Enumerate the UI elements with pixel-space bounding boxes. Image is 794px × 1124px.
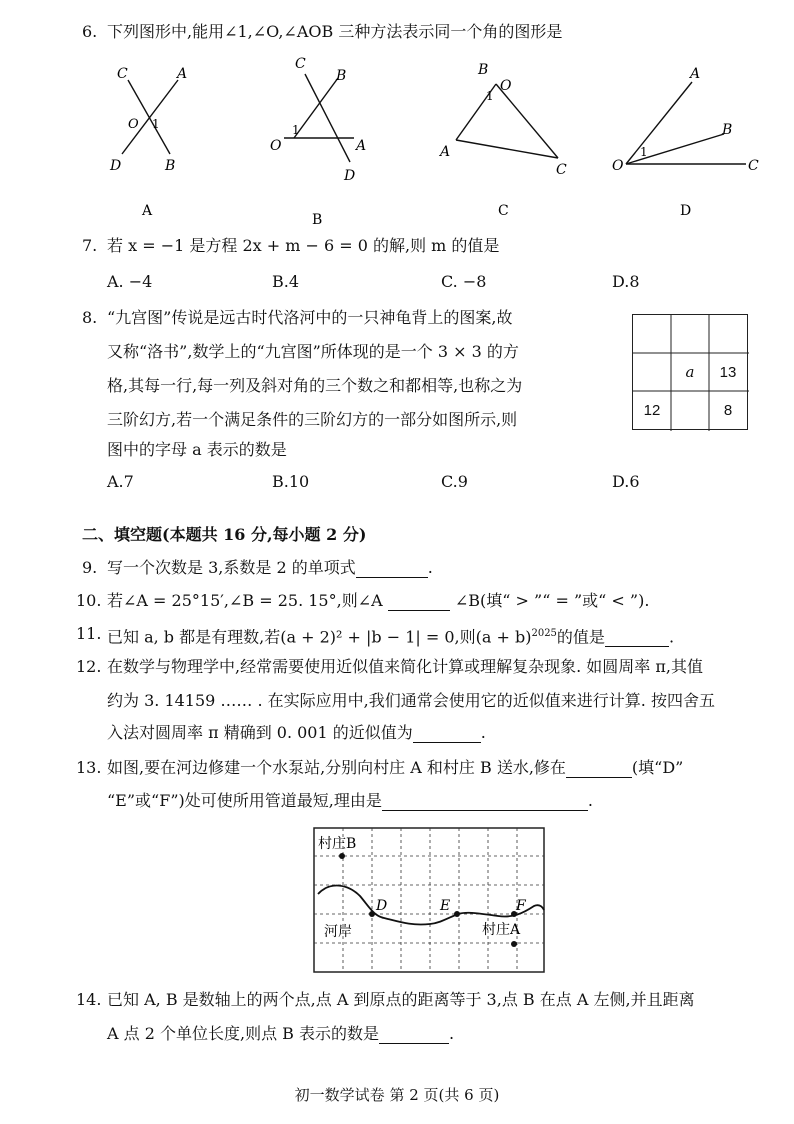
- q7-text: 若 x = −1 是方程 2x + m − 6 = 0 的解,则 m 的值是: [107, 236, 500, 255]
- q13-map: [312, 826, 548, 976]
- q8-line-4: 三阶幻方,若一个满足条件的三阶幻方的一部分如图所示,则: [107, 410, 518, 429]
- q14-line-2-wrap: [107, 1024, 454, 1044]
- q11-text: 已知 a, b 都是有理数,若(a + 2)² + |b − 1| = 0,则(a + b): [107, 627, 532, 647]
- q11-answer-blank[interactable]: [605, 630, 669, 647]
- fig-c-caption: C: [498, 203, 509, 219]
- q11-after: 的值是: [556, 627, 605, 647]
- section-2-title: 二、填空题(本题共 16 分,每小题 2 分): [82, 525, 367, 544]
- map-village-b-label: 村庄B: [318, 836, 357, 852]
- q8-line-5: 图中的字母 a 表示的数是: [107, 440, 287, 459]
- q12-line-2: 约为 3. 14159 …… . 在实际应用中,我们通常会使用它的近似值来进行计算. 按四舍五: [107, 691, 715, 710]
- magic-square: [632, 314, 748, 430]
- q12-end: .: [480, 723, 486, 742]
- fig-c-label-o: O: [500, 78, 512, 94]
- fig-a-label-o: O: [128, 117, 139, 132]
- q8-option-c: C.9: [441, 472, 468, 491]
- q8-option-d: D.6: [612, 472, 640, 491]
- q13-line-1b: (填“D”: [631, 758, 684, 777]
- q13-answer-blank-2[interactable]: [382, 794, 588, 811]
- fig-a-label-a: A: [177, 66, 188, 82]
- magic-cell: 8: [723, 401, 733, 419]
- q12-line-3-wrap: [107, 723, 486, 743]
- magic-cell: [633, 315, 671, 353]
- fig-d-label-b: B: [722, 122, 733, 138]
- q11-line: [107, 624, 674, 647]
- q8-option-b: B.10: [272, 472, 310, 491]
- q6-figure-d: [606, 58, 776, 223]
- fig-c-label-a: A: [440, 144, 451, 160]
- q7-option-d: D.8: [612, 272, 640, 291]
- fig-d-caption: D: [680, 203, 692, 219]
- magic-cell: 12: [643, 401, 661, 419]
- fig-b-caption: B: [312, 212, 323, 227]
- q8-line-3: 格,其每一行,每一列及斜对角的三个数之和都相等,也称之为: [107, 376, 523, 395]
- q9-end: .: [427, 558, 433, 577]
- q7-option-a: A. −4: [107, 272, 153, 291]
- fig-b-label-1: 1: [292, 123, 300, 137]
- q8-number: 8.: [82, 308, 98, 327]
- map-bank-label: 河岸: [324, 924, 352, 940]
- page-footer: 初一数学试卷 第 2 页(共 6 页): [294, 1086, 500, 1104]
- fig-b-label-a: A: [356, 138, 367, 154]
- q8-line-1: “九宫图”传说是远古时代洛河中的一只神龟背上的图案,故: [107, 308, 513, 327]
- q14-line-2: A 点 2 个单位长度,则点 B 表示的数是: [107, 1024, 380, 1043]
- q9-answer-blank[interactable]: [356, 561, 428, 578]
- q13-number: 13.: [76, 758, 102, 777]
- q12-line-1: 在数学与物理学中,经常需要使用近似值来简化计算或理解复杂现象. 如圆周率 π,其值: [107, 657, 703, 676]
- q10-number: 10.: [76, 591, 102, 610]
- q13-line-1-wrap: [107, 758, 683, 778]
- q14-answer-blank[interactable]: [379, 1027, 449, 1044]
- magic-cell: [671, 391, 709, 429]
- q9-number: 9.: [82, 558, 98, 577]
- q13-end: .: [587, 791, 593, 810]
- fig-b-label-c: C: [295, 56, 306, 72]
- q13-line-2-wrap: [107, 791, 593, 811]
- fig-a-label-d: D: [110, 158, 122, 174]
- fig-d-label-1: 1: [640, 145, 648, 159]
- q9-line: [107, 558, 433, 578]
- q13-line-1: 如图,要在河边修建一个水泵站,分别向村庄 A 和村庄 B 送水,修在: [107, 758, 566, 777]
- q12-number: 12.: [76, 657, 102, 676]
- q11-number: 11.: [76, 624, 102, 643]
- q6-figure-b: [262, 52, 382, 227]
- fig-b-label-d: D: [344, 168, 356, 184]
- q6-figure-c: [436, 58, 576, 223]
- q10-answer-blank[interactable]: [388, 594, 450, 611]
- fig-b-label-o: O: [270, 138, 282, 154]
- fig-a-label-c: C: [117, 66, 128, 82]
- q8-option-a: A.7: [107, 472, 134, 491]
- q13-line-2: “E”或“F”)处可使所用管道最短,理由是: [107, 791, 382, 810]
- q12-line-3: 入法对圆周率 π 精确到 0. 001 的近似值为: [107, 723, 413, 742]
- q9-text: 写一个次数是 3,系数是 2 的单项式: [107, 558, 356, 577]
- q7-number: 7.: [82, 236, 98, 255]
- q6-number: 6.: [82, 22, 98, 41]
- fig-d-label-o: O: [612, 158, 624, 174]
- q7-option-c: C. −8: [441, 272, 487, 291]
- map-point-d-label: D: [376, 898, 388, 914]
- magic-cell-a: a: [685, 363, 695, 381]
- q10-line: [107, 591, 649, 611]
- map-point-e-label: E: [440, 898, 451, 914]
- fig-b-label-b: B: [336, 68, 347, 84]
- magic-cell: 13: [719, 363, 737, 381]
- q14-end: .: [449, 1024, 455, 1043]
- q14-line-1: 已知 A, B 是数轴上的两个点,点 A 到原点的距离等于 3,点 B 在点 A 左侧,并且距离: [107, 990, 695, 1009]
- fig-d-label-c: C: [748, 158, 759, 174]
- q14-number: 14.: [76, 990, 102, 1009]
- fig-a-label-1: 1: [152, 117, 160, 131]
- magic-cell: [709, 315, 747, 353]
- fig-c-label-1: 1: [486, 89, 494, 103]
- fig-a-caption: A: [142, 203, 153, 219]
- fig-a-label-b: B: [165, 158, 176, 174]
- q8-line-2: 又称“洛书”,数学上的“九宫图”所体现的是一个 3 × 3 的方: [107, 342, 519, 361]
- fig-c-label-c: C: [556, 162, 567, 178]
- magic-cell: [671, 315, 709, 353]
- q13-answer-blank-1[interactable]: [566, 761, 632, 778]
- q7-option-b: B.4: [272, 272, 300, 291]
- q11-exponent: 2025: [531, 628, 557, 639]
- q10-after: ∠B(填“ > ”“ = ”或“ < ”).: [454, 591, 650, 610]
- map-point-f-label: F: [516, 898, 526, 914]
- map-village-a-label: 村庄A: [482, 922, 521, 938]
- q10-text: 若∠A = 25°15′,∠B = 25. 15°,则∠A: [107, 591, 383, 610]
- q6-figure-a: [100, 58, 200, 223]
- fig-d-label-a: A: [690, 66, 701, 82]
- magic-cell: [633, 353, 671, 391]
- q12-answer-blank[interactable]: [413, 726, 481, 743]
- q11-end: .: [668, 627, 675, 647]
- q6-text: 下列图形中,能用∠1,∠O,∠AOB 三种方法表示同一个角的图形是: [107, 22, 563, 41]
- fig-c-label-b: B: [478, 62, 489, 78]
